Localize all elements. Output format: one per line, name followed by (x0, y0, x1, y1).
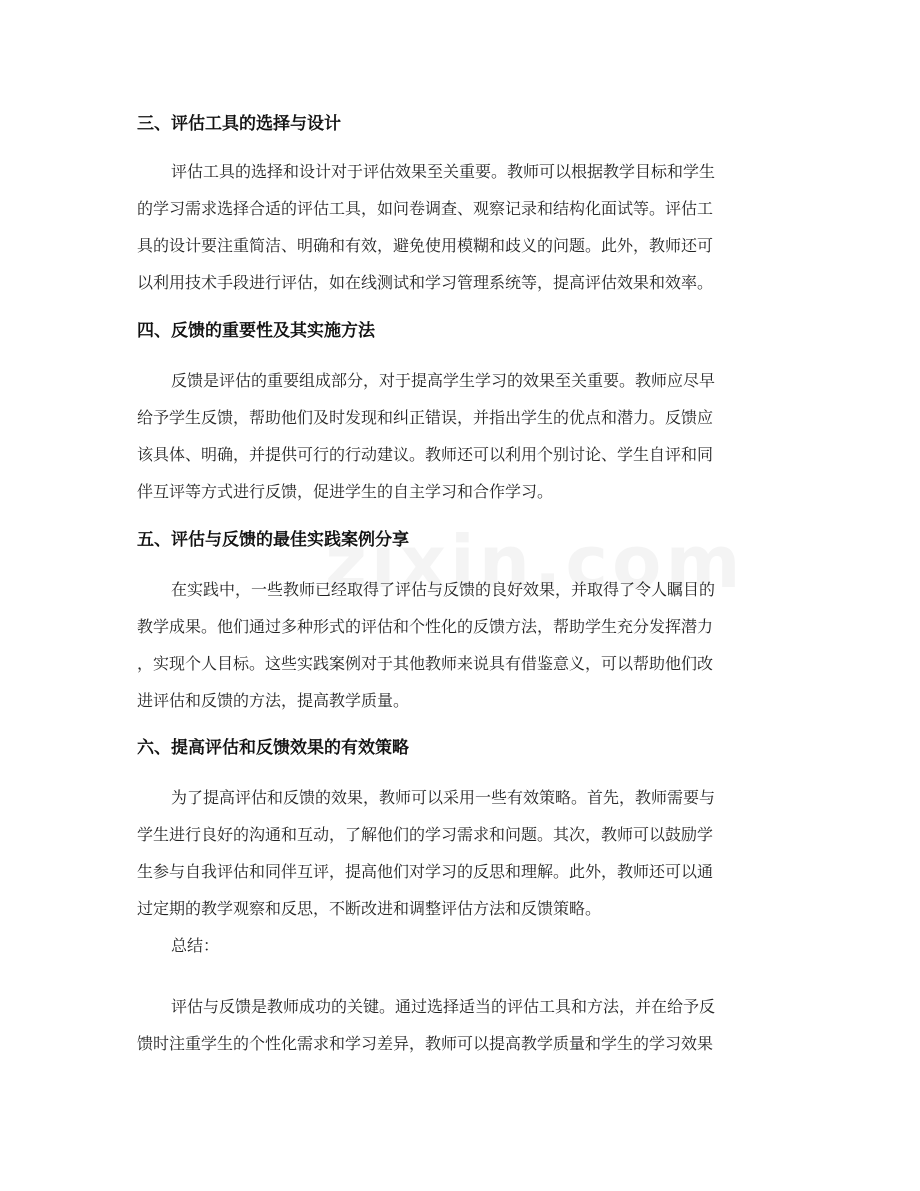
summary-label-block (137, 927, 787, 964)
paragraph-line: 教学成果。他们通过多种形式的评估和个性化的反馈方法，帮助学生充分发挥潜力 (137, 617, 714, 636)
paragraph-line: 该具体、明确，并提供可行的行动建议。教师还可以利用个别讨论、学生自评和同 (137, 445, 714, 464)
paragraph-line: 具的设计要注重简洁、明确和有效，避免使用模糊和歧义的问题。此外，教师还可 (137, 236, 714, 255)
section-heading-3: 三、评估工具的选择与设计 (137, 114, 341, 134)
section-paragraph-5 (137, 571, 787, 719)
paragraph-line: 生参与自我评估和同伴互评，提高他们对学习的反思和理解。此外，教师还可以通 (137, 862, 714, 881)
section-heading-4: 四、反馈的重要性及其实施方法 (137, 321, 375, 341)
paragraph-line: 学生进行良好的沟通和互动，了解他们的学习需求和问题。其次，教师可以鼓励学 (137, 825, 714, 844)
section-heading-5: 五、评估与反馈的最佳实践案例分享 (137, 530, 409, 550)
paragraph-line: 过定期的教学观察和反思，不断改进和调整评估方法和反馈策略。 (137, 899, 602, 918)
paragraph-line: 评估与反馈是教师成功的关键。通过选择适当的评估工具和方法，并在给予反 (171, 997, 716, 1016)
section-paragraph-6 (137, 779, 787, 927)
paragraph-line: 馈时注重学生的个性化需求和学习差异，教师可以提高教学质量和学生的学习效果 (137, 1034, 714, 1053)
paragraph-line: 伴互评等方式进行反馈，促进学生的自主学习和合作学习。 (137, 482, 554, 501)
paragraph-line: 在实践中，一些教师已经取得了评估与反馈的良好效果，并取得了令人瞩目的 (171, 580, 716, 599)
paragraph-line: 以利用技术手段进行评估，如在线测试和学习管理系统等，提高评估效果和效率。 (137, 273, 714, 292)
paragraph-line: 反馈是评估的重要组成部分，对于提高学生学习的效果至关重要。教师应尽早 (171, 371, 716, 390)
paragraph-line: 进评估和反馈的方法，提高教学质量。 (137, 691, 410, 710)
paragraph-line: 为了提高评估和反馈的效果，教师可以采用一些有效策略。首先，教师需要与 (171, 788, 716, 807)
summary-label: 总结： (171, 936, 220, 955)
section-paragraph-4 (137, 362, 787, 510)
section-paragraph-3 (137, 153, 787, 301)
paragraph-line: 评估工具的选择和设计对于评估效果至关重要。教师可以根据教学目标和学生 (171, 162, 716, 181)
paragraph-line: ，实现个人目标。这些实践案例对于其他教师来说具有借鉴意义，可以帮助他们改 (137, 654, 714, 673)
paragraph-line: 的学习需求选择合适的评估工具，如问卷调查、观察记录和结构化面试等。评估工 (137, 199, 714, 218)
section-heading-6: 六、提高评估和反馈效果的有效策略 (137, 738, 409, 758)
paragraph-line: 给予学生反馈，帮助他们及时发现和纠正错误，并指出学生的优点和潜力。反馈应 (137, 408, 714, 427)
summary-paragraph (137, 988, 787, 1062)
